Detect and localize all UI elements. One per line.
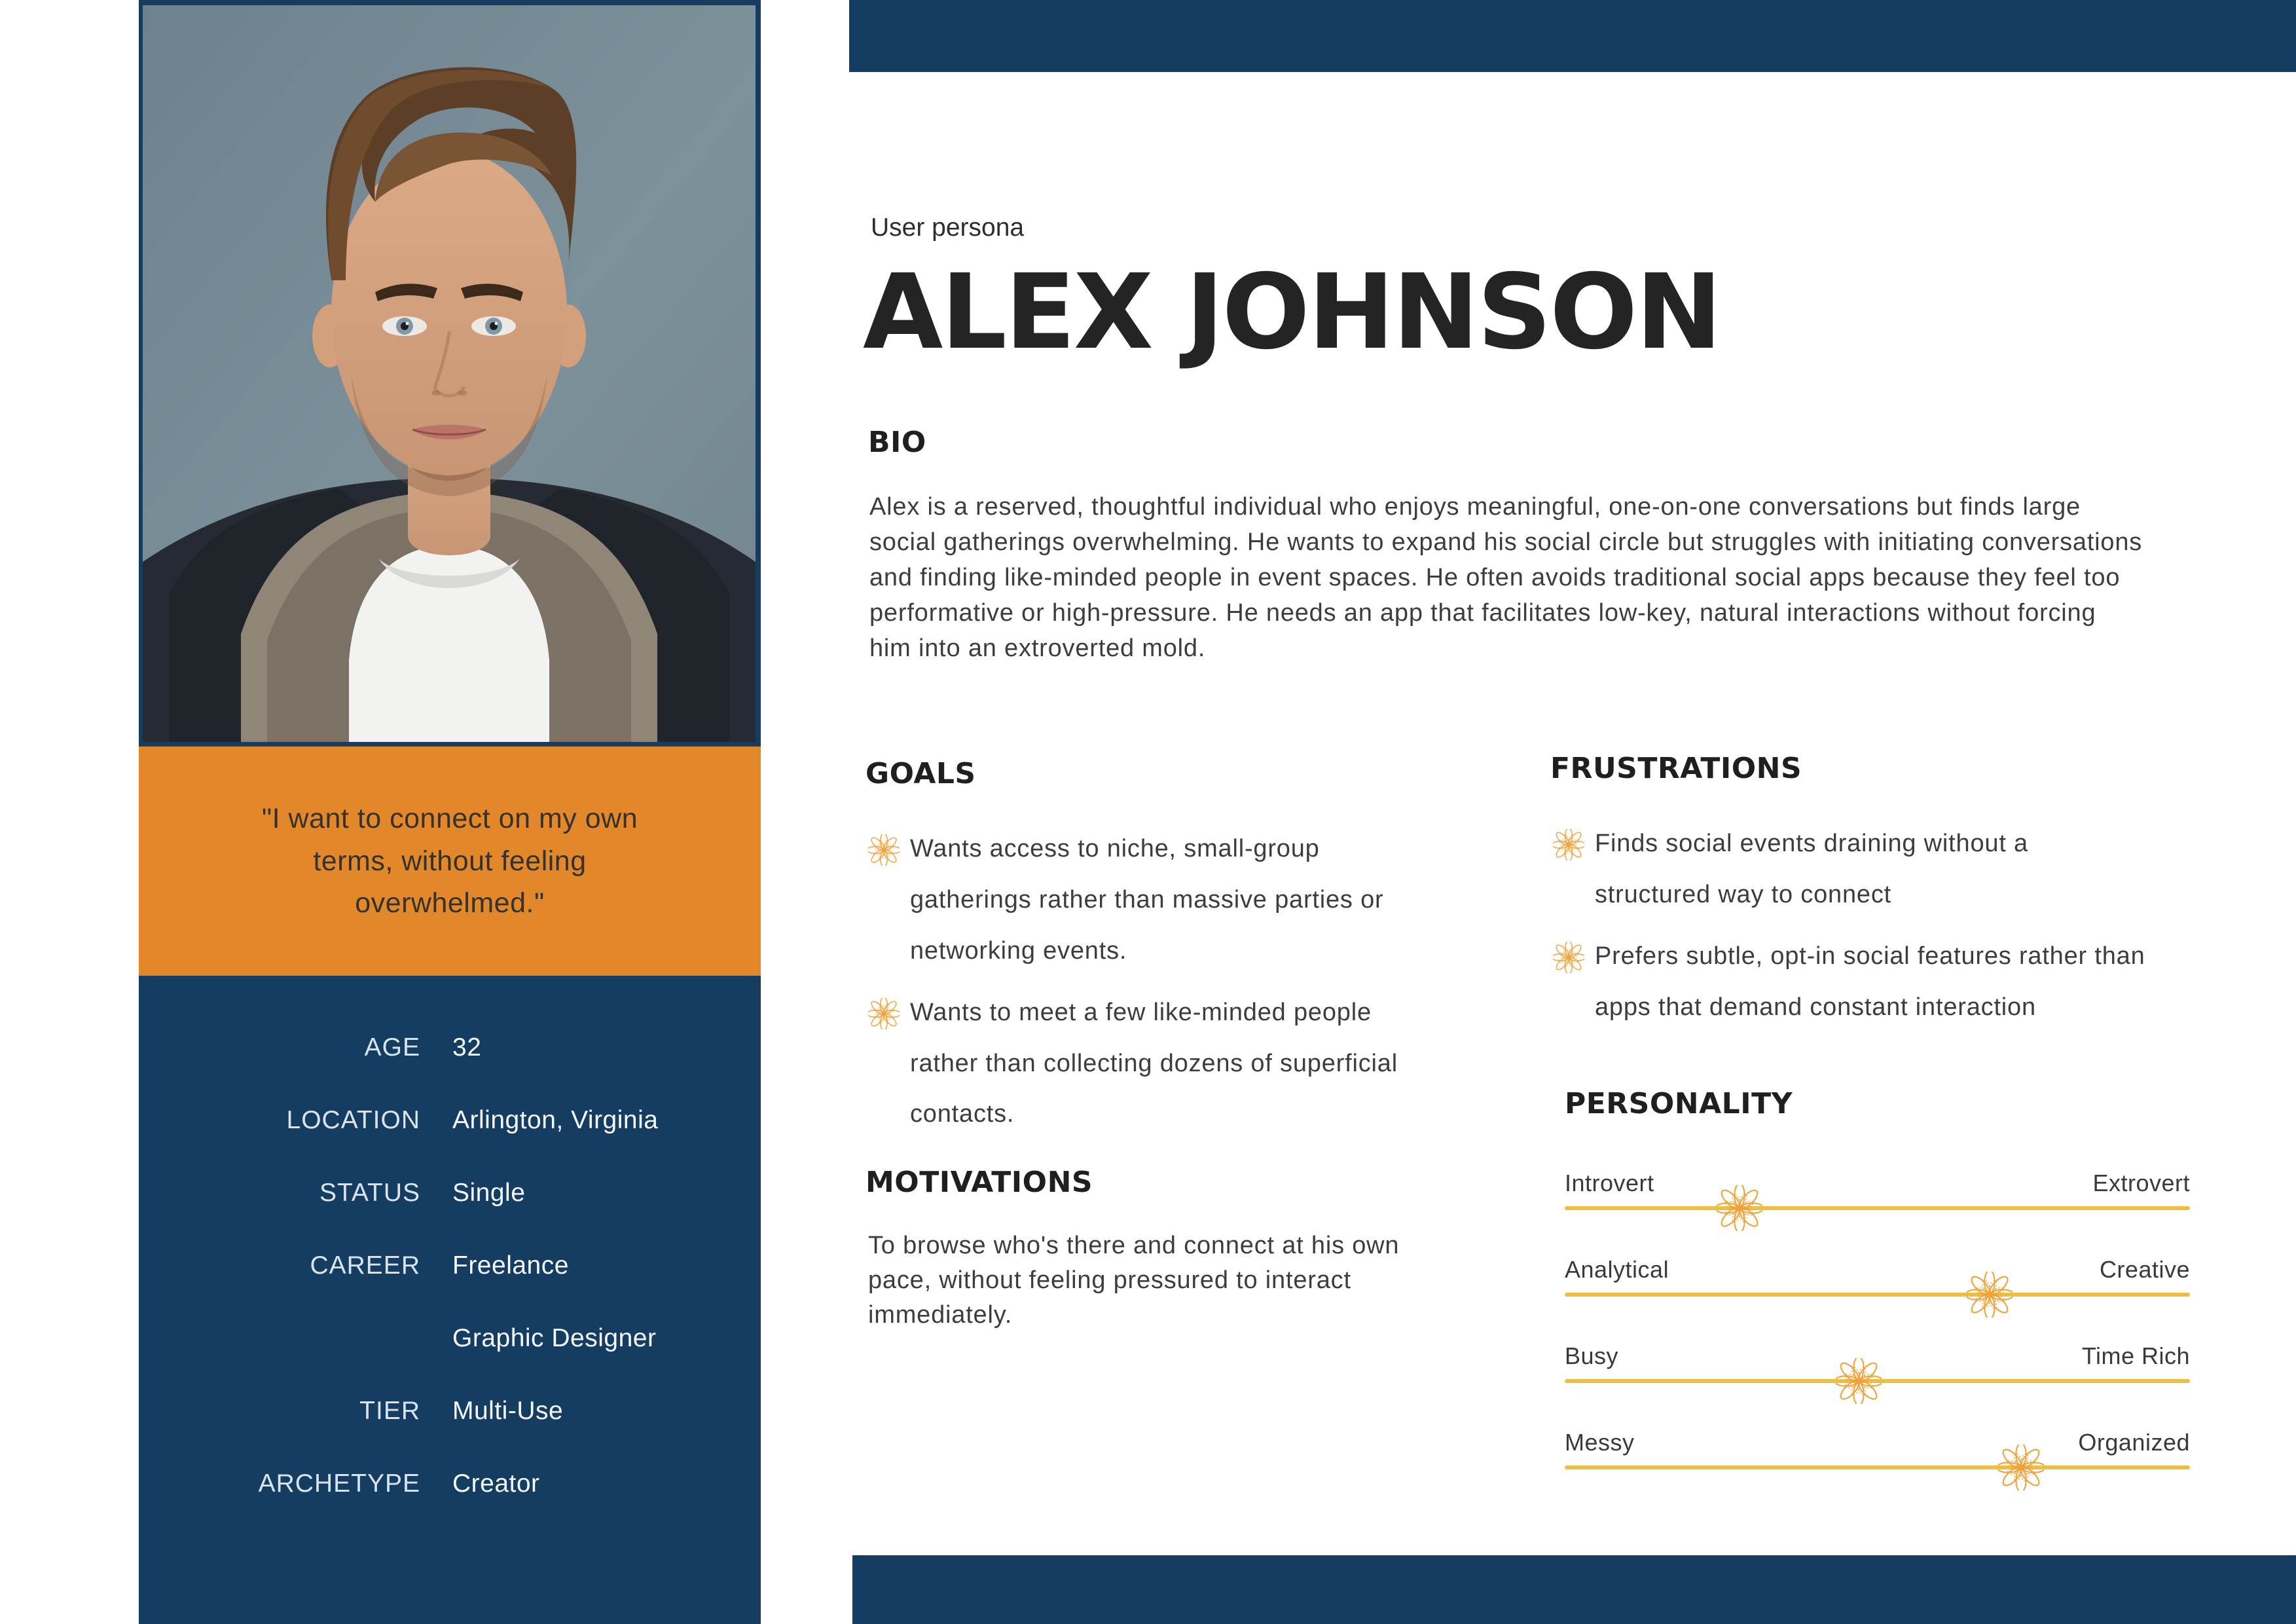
goal-item	[868, 824, 1438, 977]
info-list	[139, 1033, 761, 1542]
slider-track	[1565, 1466, 2190, 1469]
slider-marker-icon	[1967, 1272, 2013, 1318]
slider-marker-icon	[1836, 1358, 1882, 1404]
flower-bullet-icon	[1553, 942, 1584, 973]
goals-heading: GOALS	[866, 757, 976, 790]
info-row	[139, 1397, 761, 1426]
info-label: TIER	[359, 1397, 420, 1425]
slider-track	[1565, 1293, 2190, 1297]
slider-left-label: Busy	[1565, 1342, 1619, 1369]
list-item-text: Prefers subtle, opt-in social features rather than apps that demand constant interaction	[1595, 942, 2145, 1021]
info-value: Single	[452, 1179, 526, 1207]
personality-slider-row	[1565, 1342, 2190, 1383]
personality-heading: PERSONALITY	[1565, 1087, 1793, 1120]
info-value: Arlington, Virginia	[452, 1106, 659, 1134]
bio-heading: BIO	[868, 426, 926, 459]
info-row	[139, 1324, 761, 1353]
slider-labels	[1565, 1256, 2190, 1283]
slider-left-label: Messy	[1565, 1429, 1635, 1456]
frustration-item	[1553, 819, 2145, 921]
motivations-heading: MOTIVATIONS	[866, 1166, 1093, 1199]
info-value: Freelance	[452, 1251, 569, 1280]
left-panel	[139, 0, 761, 1624]
flower-bullet-icon	[1553, 829, 1584, 860]
list-item-text: Finds social events draining without a structured way to connect	[1595, 830, 2028, 908]
slider-track	[1565, 1206, 2190, 1210]
list-item-text: Wants to meet a few like-minded people rather than collecting dozens of superficial contacts.	[910, 998, 1398, 1128]
goal-item	[868, 987, 1438, 1141]
info-row	[139, 1033, 761, 1062]
page-title: ALEX JOHNSON	[863, 252, 1721, 373]
frustration-item	[1553, 931, 2145, 1033]
frustrations-list	[1553, 819, 2145, 1044]
info-value: Multi-Use	[452, 1397, 564, 1425]
slider-marker-icon	[1998, 1445, 2044, 1490]
quote-text: "I want to connect on my own terms, without feeling overwhelmed."	[261, 803, 638, 919]
bottom-accent-bar	[852, 1555, 2296, 1624]
slider-right-label: Extrovert	[2092, 1170, 2190, 1196]
info-label: CAREER	[310, 1251, 420, 1280]
personality-slider-row	[1565, 1429, 2190, 1469]
portrait-illustration	[143, 5, 756, 742]
info-row	[139, 1251, 761, 1280]
info-label: AGE	[364, 1033, 420, 1061]
motivations-text: To browse who's there and connect at his own pace, without feeling pressured to interact immediately.	[868, 1232, 1400, 1329]
flower-bullet-icon	[868, 834, 900, 866]
bio-text: Alex is a reserved, thoughtful individual who enjoys meaningful, one-on-one conversations but finds large social gatherings overwhelming. He wants to expand his social circle but struggles with initiating conversations and finding like-minded people in event spaces. He often avoids traditional social apps because they feel too performative or high-pressure. He needs an app that facilitates low-key, natural interactions without forcing him into an extroverted mold.	[869, 493, 2143, 662]
goals-list	[868, 824, 1438, 1151]
top-accent-bar	[849, 0, 2296, 72]
personality-sliders	[1565, 1170, 2190, 1515]
info-label: ARCHETYPE	[258, 1469, 420, 1498]
info-row	[139, 1469, 761, 1498]
slider-right-label: Organized	[2078, 1429, 2190, 1456]
persona-photo	[143, 5, 756, 742]
slider-left-label: Introvert	[1565, 1170, 1654, 1196]
slider-labels	[1565, 1429, 2190, 1456]
slider-right-label: Creative	[2099, 1256, 2190, 1283]
info-row	[139, 1179, 761, 1208]
frustrations-heading: FRUSTRATIONS	[1550, 752, 1802, 785]
personality-slider-row	[1565, 1170, 2190, 1210]
info-value: 32	[452, 1033, 482, 1061]
info-value: Creator	[452, 1469, 540, 1498]
info-label: LOCATION	[286, 1106, 420, 1134]
personality-slider-row	[1565, 1256, 2190, 1297]
slider-labels	[1565, 1170, 2190, 1197]
slider-left-label: Analytical	[1565, 1256, 1669, 1283]
slider-track	[1565, 1379, 2190, 1383]
slider-right-label: Time Rich	[2081, 1342, 2190, 1369]
info-label: STATUS	[319, 1179, 420, 1207]
list-item-text: Wants access to niche, small-group gatherings rather than massive parties or networking events.	[910, 835, 1384, 965]
flower-bullet-icon	[868, 998, 900, 1029]
info-value: Graphic Designer	[452, 1324, 657, 1352]
quote-box	[139, 747, 761, 976]
slider-marker-icon	[1717, 1185, 1762, 1231]
eyebrow-label: User persona	[871, 213, 1025, 242]
info-row	[139, 1106, 761, 1135]
